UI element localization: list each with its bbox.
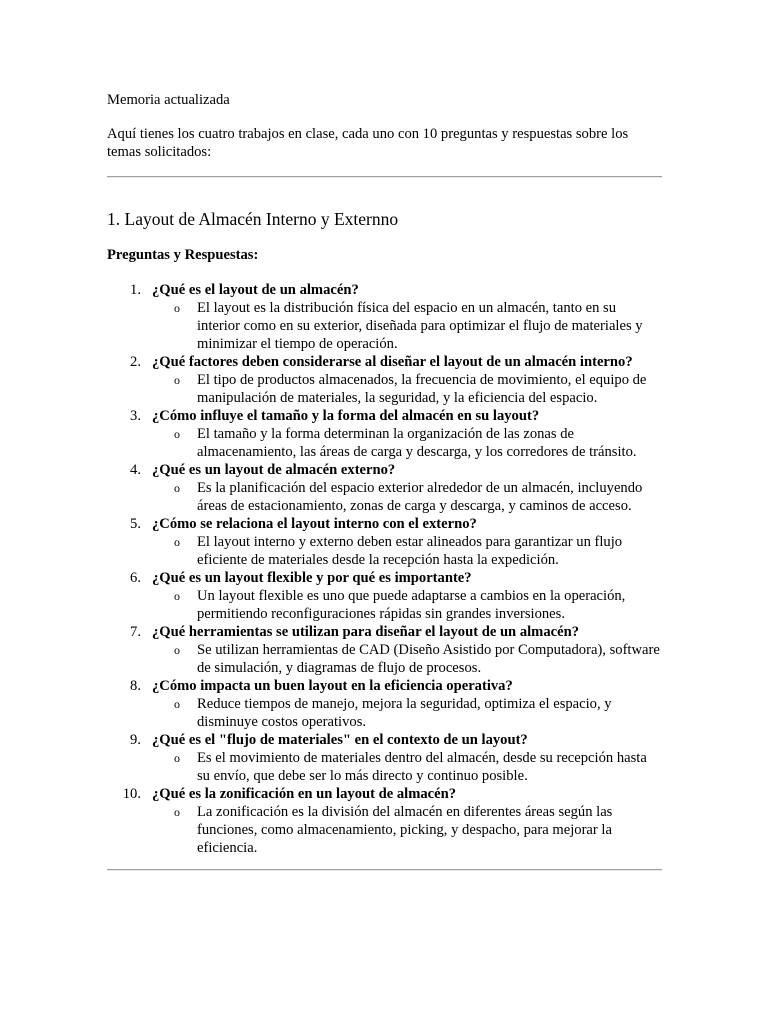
answer-row: [152, 587, 662, 623]
question-text: ¿Qué herramientas se utilizan para diseñar el layout de un almacén?: [152, 624, 579, 640]
question-text: ¿Qué es el layout de un almacén?: [152, 282, 359, 298]
answer-text: El layout es la distribución física del espacio en un almacén, tanto en su interior como en su exterior, diseñada para optimizar el flujo de materiales y minimizar el tiempo de operación.: [197, 300, 643, 352]
question-number: 4.: [130, 462, 141, 478]
question-number: 7.: [130, 624, 141, 640]
question-text: ¿Qué es la zonificación en un layout de almacén?: [152, 786, 457, 802]
question-number: 9.: [130, 732, 141, 748]
horizontal-divider-top: [107, 176, 662, 178]
answer-text: Es el movimiento de materiales dentro del almacén, desde su recepción hasta su envío, que debe ser lo más directo y continuo posible.: [197, 750, 647, 784]
answer-row: [152, 371, 662, 407]
answer-text: Se utilizan herramientas de CAD (Diseño Asistido por Computadora), software de simulación, y diagramas de flujo de procesos.: [197, 642, 660, 676]
hollow-bullet-icon: o: [174, 697, 180, 711]
question-text: ¿Qué es un layout flexible y por qué es importante?: [152, 570, 472, 586]
qa-list: [107, 281, 662, 857]
answer-row: [152, 695, 662, 731]
qa-item: [107, 569, 662, 623]
question-number: 5.: [130, 516, 141, 532]
qa-item: [107, 407, 662, 461]
hollow-bullet-icon: o: [174, 751, 180, 765]
question-text: ¿Qué es el "flujo de materiales" en el contexto de un layout?: [152, 732, 528, 748]
qa-item: [107, 353, 662, 407]
hollow-bullet-icon: o: [174, 643, 180, 657]
document-page: [107, 90, 662, 871]
answer-row: [152, 803, 662, 857]
section-title: 1. Layout de Almacén Interno y Externno: [107, 209, 399, 229]
question-text: ¿Cómo se relaciona el layout interno con el externo?: [152, 516, 477, 532]
qa-item: [107, 515, 662, 569]
qa-item: [107, 281, 662, 353]
hollow-bullet-icon: o: [174, 535, 180, 549]
answer-text: Un layout flexible es uno que puede adaptarse a cambios en la operación, permitiendo reconfiguraciones rápidas sin grandes inversiones.: [197, 588, 626, 622]
hollow-bullet-icon: o: [174, 805, 180, 819]
answer-row: [152, 641, 662, 677]
answer-text: Es la planificación del espacio exterior alrededor de un almacén, incluyendo áreas de estacionamiento, zonas de carga y descarga, y caminos de acceso.: [197, 480, 643, 514]
horizontal-divider-bottom: [107, 869, 662, 871]
question-number: 3.: [130, 408, 141, 424]
qa-item: [107, 461, 662, 515]
question-number: 6.: [130, 570, 141, 586]
question-number: 10.: [122, 786, 141, 802]
answer-text: El tamaño y la forma determinan la organización de las zonas de almacenamiento, las áreas de carga y descarga, y los corredores de tránsito.: [197, 426, 637, 460]
hollow-bullet-icon: o: [174, 301, 180, 315]
hollow-bullet-icon: o: [174, 589, 180, 603]
answer-text: La zonificación es la división del almacén en diferentes áreas según las funciones, como almacenamiento, picking, y despacho, para mejorar la eficiencia.: [197, 804, 613, 856]
answer-row: [152, 533, 662, 569]
answer-row: [152, 425, 662, 461]
hollow-bullet-icon: o: [174, 481, 180, 495]
question-text: ¿Qué factores deben considerarse al diseñar el layout de un almacén interno?: [152, 354, 633, 370]
question-text: ¿Qué es un layout de almacén externo?: [152, 462, 396, 478]
question-number: 1.: [130, 282, 141, 298]
section-subtitle: Preguntas y Respuestas:: [107, 247, 259, 263]
question-text: ¿Cómo impacta un buen layout en la eficiencia operativa?: [152, 678, 513, 694]
answer-row: [152, 299, 662, 353]
qa-item: [107, 731, 662, 785]
hollow-bullet-icon: o: [174, 373, 180, 387]
answer-row: [152, 479, 662, 515]
answer-text: El layout interno y externo deben estar alineados para garantizar un flujo eficiente de materiales desde la recepción hasta la expedición.: [197, 534, 623, 568]
question-number: 2.: [130, 354, 141, 370]
question-text: ¿Cómo influye el tamaño y la forma del almacén en su layout?: [152, 408, 540, 424]
memory-note: Memoria actualizada: [107, 92, 230, 108]
qa-item: [107, 785, 662, 857]
answer-text: Reduce tiempos de manejo, mejora la seguridad, optimiza el espacio, y disminuye costos operativos.: [197, 696, 612, 730]
question-number: 8.: [130, 678, 141, 694]
hollow-bullet-icon: o: [174, 427, 180, 441]
qa-item: [107, 623, 662, 677]
answer-row: [152, 749, 662, 785]
intro-paragraph: Aquí tienes los cuatro trabajos en clase, cada uno con 10 preguntas y respuestas sobre los temas solicitados:: [107, 126, 629, 160]
answer-text: El tipo de productos almacenados, la frecuencia de movimiento, el equipo de manipulación de materiales, la seguridad, y la eficiencia del espacio.: [197, 372, 647, 406]
qa-item: [107, 677, 662, 731]
